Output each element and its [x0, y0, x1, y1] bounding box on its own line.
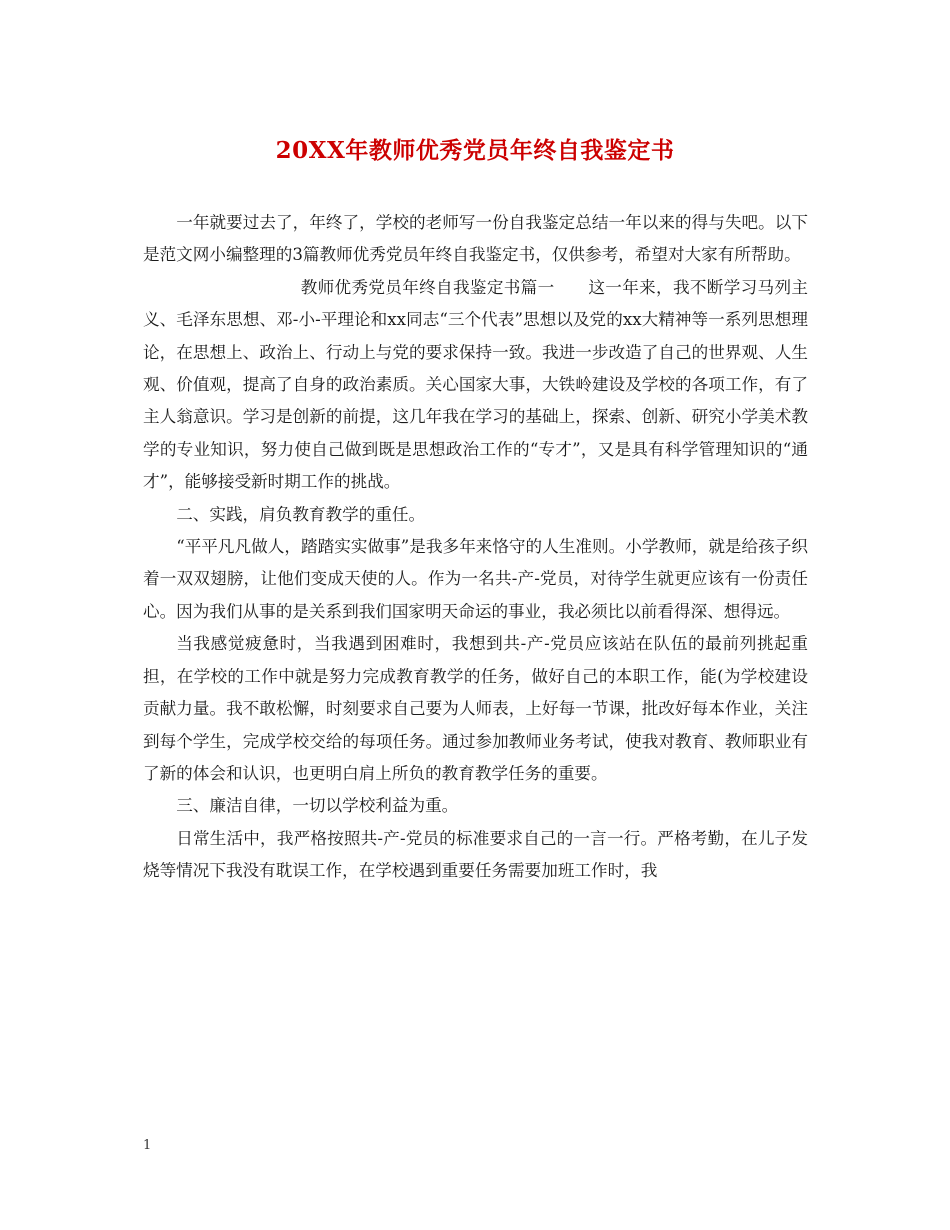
paragraph-duty: 当我感觉疲惫时，当我遇到困难时，我想到共-产-党员应该站在队伍的最前列挑起重担，在学校的工作中就是努力完成教育教学的任务，做好自己的本职工作，能(为学校建设贡献力量。我不敢松懈，时刻要求自己要为人师表，上好每一节课，批改好每本作业，关注到每个学生，完成学校交给的每项任务。通过参加教师业务考试，使我对教育、教师职业有了新的体会和认识，也更明白肩上所负的教育教学任务的重要。	[143, 634, 808, 783]
paragraph-daily-life: 日常生活中，我严格按照共-产-党员的标准要求自己的一言一行。严格考勤，在儿子发烧等情况下我没有耽误工作，在学校遇到重要任务需要加班工作时，我	[143, 828, 808, 881]
paragraph-intro: 一年就要过去了，年终了，学校的老师写一份自我鉴定总结一年以来的得与失吧。以下是范文网小编整理的3篇教师优秀党员年终自我鉴定书，仅供参考，希望对大家有所帮助。	[143, 213, 808, 265]
paragraph-heading-integrity: 三、廉洁自律，一切以学校利益为重。	[176, 796, 459, 816]
paragraph-heading-practice: 二、实践，肩负教育教学的重任。	[176, 504, 426, 524]
document-title: 20XX年教师优秀党员年终自我鉴定书	[275, 137, 675, 164]
paragraph-principle: “平平凡凡做人，踏踏实实做事”是我多年来恪守的人生准则。小学教师，就是给孩子织着一双双翅膀，让他们变成天使的人。作为一名共-产-党员，对待学生就更应该有一份责任心。因为我们从事的是关系到我们国家明天命运的事业，我必须比以前看得深、想得远。	[143, 537, 808, 621]
paragraph-section-one: 教师优秀党员年终自我鉴定书篇一 这一年来，我不断学习马列主义、毛泽东思想、邓-小-平理论和xx同志“三个代表”思想以及党的xx大精神等一系列思想理论，在思想上、政治上、行动上与党的要求保持一致。我进一步改造了自己的世界观、人生观、价值观，提高了自身的政治素质。关心国家大事，大铁岭建设及学校的各项工作，有了主人翁意识。学习是创新的前提，这几年我在学习的基础上，探索、创新、研究小学美术教学的专业知识，努力使自己做到既是思想政治工作的“专才”，又是具有科学管理知识的“通才”，能够接受新时期工作的挑战。	[143, 277, 808, 492]
page-number: 1	[143, 1138, 152, 1153]
document-body	[143, 207, 808, 888]
